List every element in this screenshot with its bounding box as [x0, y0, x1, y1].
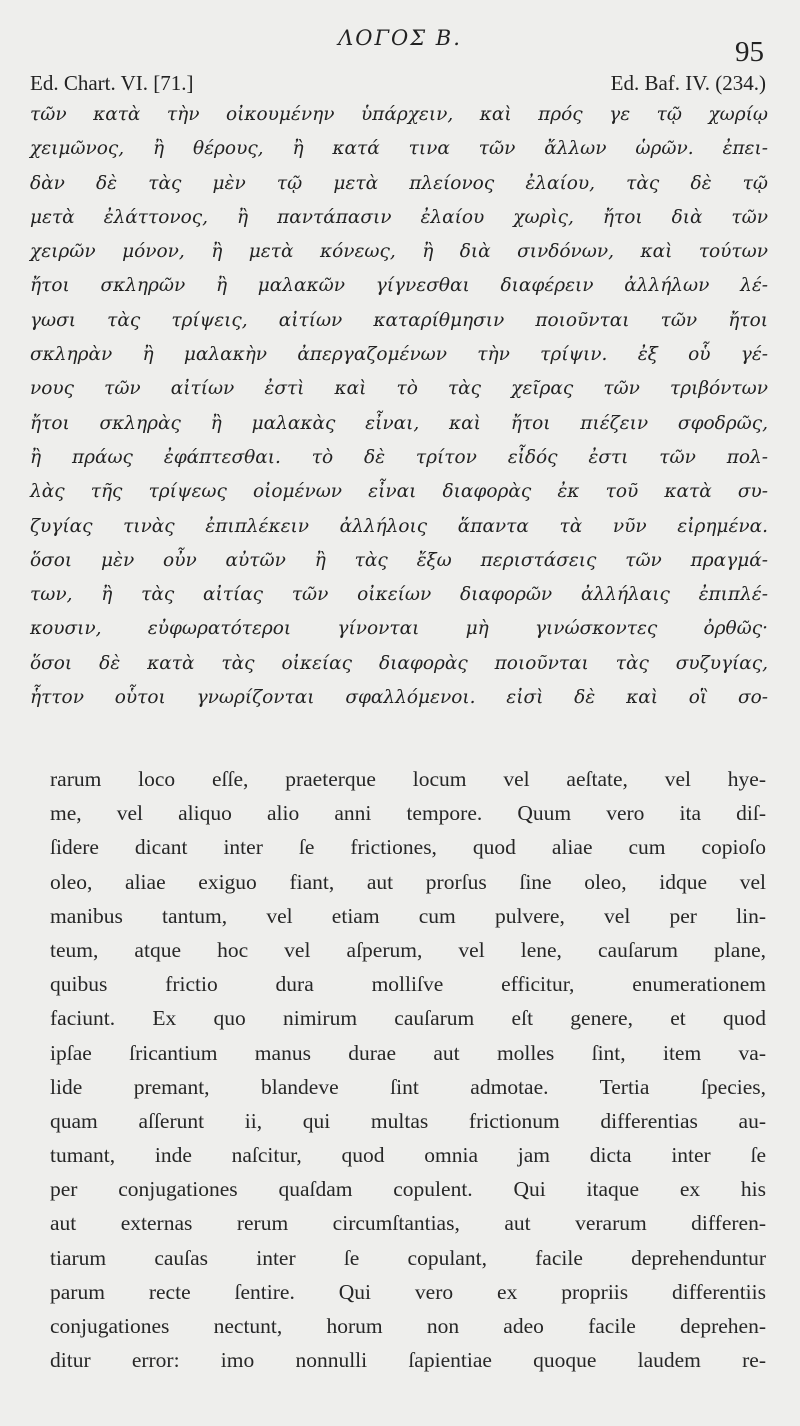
greek-text-line: χειμῶνος, ἢ θέρους, ἢ κατά τινα τῶν ἄλλων ὡρῶν. ἐπει- [30, 138, 768, 160]
greek-text-line: ζυγίας τινὰς ἐπιπλέκειν ἀλλήλοις ἅπαντα τὰ νῦν εἰρημένα. [30, 515, 768, 537]
greek-text-line: κουσιν, εὐφωρατότεροι γίνονται μὴ γινώσκοντες ὀρθῶς· [30, 618, 768, 640]
greek-text-line: ὅσοι μὲν οὖν αὐτῶν ἢ τὰς ἔξω περιστάσεις τῶν πραγμά- [30, 549, 768, 571]
latin-text-line: manibus tantum, vel etiam cum pulvere, vel per lin- [50, 903, 766, 928]
latin-text-line: teum, atque hoc vel aſperum, vel lene, cauſarum plane, [50, 937, 766, 962]
greek-text-line: δὰν δὲ τὰς μὲν τῷ μετὰ πλείονος ἐλαίου, τὰς δὲ τῷ [30, 172, 768, 194]
greek-text-line: ὅσοι δὲ κατὰ τὰς οἰκείας διαφορὰς ποιοῦνται τὰς συζυγίας, [30, 652, 768, 674]
latin-text-line: ipſae ſricantium manus durae aut molles ſint, item va- [50, 1040, 766, 1065]
latin-text-line: parum recte ſentire. Qui vero ex propriis differentiis [50, 1279, 766, 1304]
latin-text-line: aut externas rerum circumſtantias, aut verarum differen- [50, 1211, 766, 1236]
greek-text-block [30, 98, 768, 715]
greek-text-line: μετὰ ἐλάττονος, ἢ παντάπασιν ἐλαίου χωρὶς, ἤτοι διὰ τῶν [30, 206, 768, 228]
greek-text-line: ἤτοι σκληρῶν ἢ μαλακῶν γίγνεσθαι διαφέρειν ἀλλήλων λέ- [30, 275, 768, 297]
latin-text-line: conjugationes nectunt, horum non adeo facile deprehen- [50, 1314, 766, 1338]
latin-text-line: oleo, aliae exiguo fiant, aut prorſus ſine oleo, idque vel [50, 869, 766, 894]
greek-text-line: ἢ πράως ἐφάπτεσθαι. τὸ δὲ τρίτον εἶδός ἐστι τῶν πολ- [30, 446, 768, 468]
page-number: 95 [735, 36, 764, 68]
latin-text-line: tumant, inde naſcitur, quod omnia jam dicta inter ſe [50, 1143, 766, 1168]
greek-text-line: γωσι τὰς τρίψεις, αἰτίων καταρίθμησιν ποιοῦνται τῶν ἤτοι [30, 309, 768, 331]
edition-reference-chart: Ed. Chart. VI. [71.] [30, 71, 194, 95]
latin-text-line: lide premant, blandeve ſint admotae. Tertia ſpecies, [50, 1074, 766, 1099]
running-title: ΛΟΓΟΣ Β. [338, 26, 462, 50]
greek-text-line: ἧττον οὗτοι γνωρίζονται σφαλλόμενοι. εἰσὶ δὲ καὶ οἳ σο- [30, 687, 768, 709]
latin-text-line: faciunt. Ex quo nimirum cauſarum eſt genere, et quod [50, 1006, 766, 1031]
latin-text-line: tiarum cauſas inter ſe copulant, facile deprehenduntur [50, 1245, 766, 1270]
greek-text-line: των, ἢ τὰς αἰτίας τῶν οἰκείων διαφορῶν ἀλλήλαις ἐπιπλέ- [30, 584, 768, 606]
greek-text-line: χειρῶν μόνον, ἢ μετὰ κόνεως, ἢ διὰ σινδόνων, καὶ τούτων [30, 241, 768, 263]
latin-text-line: ditur error: imo nonnulli ſapientiae quoque laudem re- [50, 1348, 766, 1373]
greek-text-line: σκληρὰν ἢ μαλακὴν ἀπεργαζομένων τὴν τρίψιν. ἐξ οὗ γέ- [30, 344, 768, 366]
greek-text-line: τῶν κατὰ τὴν οἰκουμένην ὑπάρχειν, καὶ πρός γε τῷ χωρίῳ [30, 104, 768, 125]
latin-text-block [50, 762, 766, 1377]
latin-text-line: per conjugationes quaſdam copulent. Qui itaque ex his [50, 1177, 766, 1202]
greek-text-line: λὰς τῆς τρίψεως οἰομένων εἶναι διαφορὰς ἐκ τοῦ κατὰ συ- [30, 481, 768, 503]
latin-text-line: quibus frictio dura molliſve efficitur, enumerationem [50, 972, 766, 997]
latin-text-line: ſidere dicant inter ſe frictiones, quod aliae cum copioſo [50, 835, 766, 860]
edition-reference-basel: Ed. Baf. IV. (234.) [610, 71, 766, 95]
greek-text-line: νους τῶν αἰτίων ἐστὶ καὶ τὸ τὰς χεῖρας τῶν τριβόντων [30, 378, 768, 400]
latin-text-line: rarum loco eſſe, praeterque locum vel aeſtate, vel hye- [50, 767, 766, 791]
latin-text-line: quam aſſerunt ii, qui multas frictionum differentias au- [50, 1108, 766, 1133]
greek-text-line: ἤτοι σκληρὰς ἢ μαλακὰς εἶναι, καὶ ἤτοι πιέζειν σφοδρῶς, [30, 412, 768, 434]
latin-text-line: me, vel aliquo alio anni tempore. Quum vero ita diſ- [50, 801, 766, 826]
